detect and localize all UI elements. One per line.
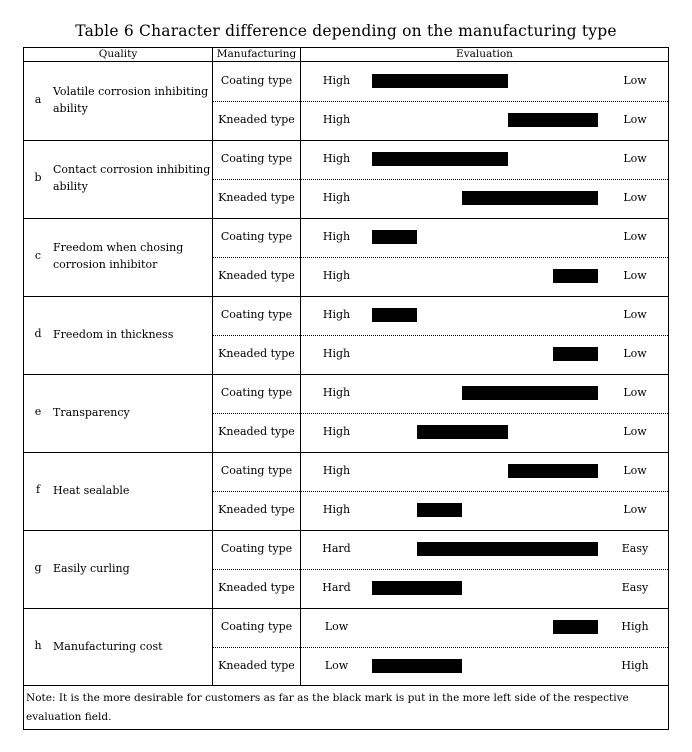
scale-left-label: High xyxy=(322,152,351,165)
header-divider xyxy=(24,61,668,62)
quality-label: Freedom in thickness xyxy=(53,328,174,341)
scale-left-label: Low xyxy=(324,620,349,633)
scale-left-label: Hard xyxy=(322,542,351,555)
manufacturing-type: Coating type xyxy=(220,386,293,399)
row-divider xyxy=(24,530,668,531)
quality-label: Contact corrosion inhibiting ability xyxy=(53,163,211,193)
quality-label: Manufacturing cost xyxy=(53,640,163,653)
scale-left-label: High xyxy=(322,347,351,360)
scale-left-label: High xyxy=(322,503,351,516)
quality-label: Transparency xyxy=(53,406,130,419)
quality-label: Easily curling xyxy=(53,562,130,575)
table-note: Note: It is the more desirable for customers as far as the black mark is put in the more left side of the respective evaluation field. xyxy=(26,692,629,723)
scale-right-label: Low xyxy=(623,152,647,165)
row-divider xyxy=(24,218,668,219)
evaluation-mark xyxy=(372,581,462,595)
table-title: Table 6 Character difference depending on the manufacturing type xyxy=(75,22,617,40)
row-divider xyxy=(24,452,668,453)
scale-right-label: Easy xyxy=(621,542,649,555)
evaluation-mark xyxy=(553,347,598,361)
manufacturing-type: Kneaded type xyxy=(218,113,295,126)
evaluation-mark xyxy=(508,464,598,478)
manufacturing-type: Kneaded type xyxy=(218,581,295,594)
row-divider xyxy=(24,140,668,141)
evaluation-mark xyxy=(417,503,462,517)
quality-label: Freedom when chosing corrosion inhibitor xyxy=(53,241,184,271)
row-letter: e xyxy=(34,405,42,418)
manufacturing-type: Coating type xyxy=(220,308,293,321)
scale-right-label: Easy xyxy=(621,581,649,594)
manufacturing-type: Coating type xyxy=(220,620,293,633)
evaluation-mark xyxy=(417,542,598,556)
evaluation-table xyxy=(23,47,669,730)
manufacturing-type: Kneaded type xyxy=(218,347,295,360)
scale-right-label: Low xyxy=(623,74,647,87)
scale-right-label: Low xyxy=(623,308,647,321)
header-evaluation: Evaluation xyxy=(456,48,513,60)
manufacturing-type: Coating type xyxy=(220,464,293,477)
manufacturing-type: Coating type xyxy=(220,230,293,243)
manufacturing-type: Kneaded type xyxy=(218,425,295,438)
scale-right-label: Low xyxy=(623,191,647,204)
scale-right-label: High xyxy=(621,659,649,672)
scale-right-label: High xyxy=(621,620,649,633)
quality-label: Volatile corrosion inhibiting ability xyxy=(53,85,209,115)
scale-right-label: Low xyxy=(623,269,647,282)
scale-right-label: Low xyxy=(623,386,647,399)
row-divider xyxy=(24,374,668,375)
evaluation-mark xyxy=(462,386,598,400)
row-letter: h xyxy=(34,639,42,652)
row-divider xyxy=(24,296,668,297)
manufacturing-type: Coating type xyxy=(220,152,293,165)
scale-left-label: High xyxy=(322,74,351,87)
column-divider-manufacturing xyxy=(300,48,301,686)
subrow-divider xyxy=(213,569,668,570)
evaluation-mark xyxy=(462,191,598,205)
scale-right-label: Low xyxy=(623,464,647,477)
scale-left-label: High xyxy=(322,425,351,438)
scale-right-label: Low xyxy=(623,230,647,243)
row-letter: d xyxy=(34,327,42,340)
row-letter: f xyxy=(35,483,41,496)
scale-left-label: Hard xyxy=(322,581,351,594)
scale-left-label: Low xyxy=(324,659,349,672)
scale-right-label: Low xyxy=(623,347,647,360)
manufacturing-type: Kneaded type xyxy=(218,191,295,204)
evaluation-mark xyxy=(553,620,598,634)
manufacturing-type: Kneaded type xyxy=(218,269,295,282)
manufacturing-type: Kneaded type xyxy=(218,659,295,672)
scale-left-label: High xyxy=(322,386,351,399)
row-letter: a xyxy=(34,93,42,106)
quality-label: Heat sealable xyxy=(53,484,130,497)
manufacturing-type: Coating type xyxy=(220,542,293,555)
scale-left-label: High xyxy=(322,464,351,477)
manufacturing-type: Coating type xyxy=(220,74,293,87)
scale-right-label: Low xyxy=(623,425,647,438)
scale-left-label: High xyxy=(322,269,351,282)
subrow-divider xyxy=(213,491,668,492)
evaluation-mark xyxy=(508,113,598,127)
header-manufacturing: Manufacturing xyxy=(216,48,297,60)
scale-left-label: High xyxy=(322,230,351,243)
scale-right-label: Low xyxy=(623,503,647,516)
scale-left-label: High xyxy=(322,191,351,204)
subrow-divider xyxy=(213,647,668,648)
note-divider xyxy=(24,685,668,686)
scale-left-label: High xyxy=(322,113,351,126)
row-letter: c xyxy=(34,249,42,262)
evaluation-mark xyxy=(372,659,462,673)
evaluation-mark xyxy=(417,425,507,439)
subrow-divider xyxy=(213,101,668,102)
evaluation-mark xyxy=(553,269,598,283)
evaluation-mark xyxy=(372,308,417,322)
evaluation-mark xyxy=(372,74,508,88)
subrow-divider xyxy=(213,179,668,180)
subrow-divider xyxy=(213,257,668,258)
header-quality: Quality xyxy=(98,48,138,60)
row-letter: b xyxy=(34,171,42,184)
row-letter: g xyxy=(34,561,42,574)
row-divider xyxy=(24,608,668,609)
manufacturing-type: Kneaded type xyxy=(218,503,295,516)
scale-right-label: Low xyxy=(623,113,647,126)
subrow-divider xyxy=(213,335,668,336)
evaluation-mark xyxy=(372,230,417,244)
scale-left-label: High xyxy=(322,308,351,321)
subrow-divider xyxy=(213,413,668,414)
evaluation-mark xyxy=(372,152,508,166)
